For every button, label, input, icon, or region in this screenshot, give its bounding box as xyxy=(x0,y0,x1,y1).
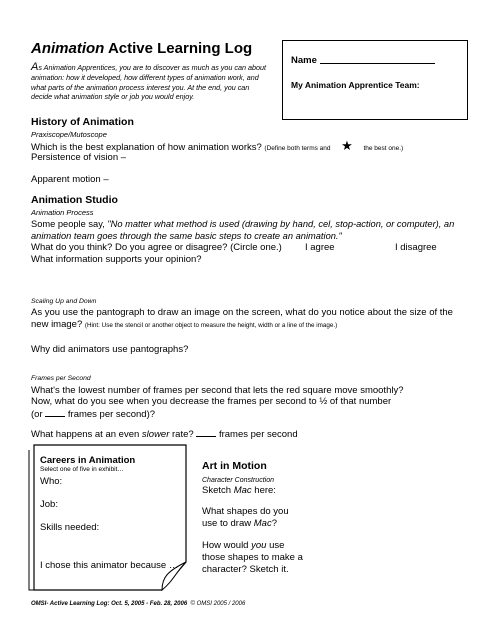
fps-blank-1[interactable] xyxy=(45,407,65,417)
persistence-of-vision: Persistence of vision – xyxy=(31,152,127,163)
fps-subheading: Frames per Second xyxy=(31,375,91,382)
art-heading: Art in Motion xyxy=(202,460,267,472)
agree-question: What do you think? Do you agree or disagree? (Circle one.) xyxy=(31,242,282,253)
scaling-subheading: Scaling Up and Down xyxy=(31,298,97,305)
page-title: Animation Active Learning Log xyxy=(31,40,253,57)
studio-subheading: Animation Process xyxy=(31,208,94,217)
opinion-question: What information supports your opinion? xyxy=(31,254,202,265)
sketch-mac-prompt: Sketch Mac here: xyxy=(202,485,276,496)
history-heading: History of Animation xyxy=(31,116,134,128)
footer: OMSI- Active Learning Log: Oct. 5, 2005 - Feb. 28, 2006 © OMSI 2005 / 2006 xyxy=(31,601,246,607)
shapes-question: What shapes do you use to draw Mac? xyxy=(202,506,289,529)
careers-heading: Careers in Animation xyxy=(40,455,136,466)
star-icon: ★ xyxy=(341,138,353,153)
apparent-motion: Apparent motion – xyxy=(31,174,109,185)
history-question: Which is the best explanation of how animation works? (Define both terms and ★ the best one.) xyxy=(31,138,404,153)
intro-paragraph: As Animation Apprentices, you are to discover as much as you can about animation: how it developed, how different types of animation work, and what parts of the animation process interest you. At the end, you can decide what animation style or job you would enjoy. xyxy=(31,61,266,102)
fps-question-3: (or frames per second)? xyxy=(31,409,156,420)
character-question: How would you use those shapes to make a character? Sketch it. xyxy=(202,540,303,575)
careers-job: Job: xyxy=(40,499,58,510)
careers-who: Who: xyxy=(40,476,63,487)
art-subheading: Character Construction xyxy=(202,477,274,484)
agree-option[interactable]: I agree xyxy=(305,242,335,253)
pantograph-why-question: Why did animators use pantographs? xyxy=(31,344,189,355)
pantograph-question: As you use the pantograph to draw an image on the screen, what do you notice about the size of the new image? (Hint: Use the stencil or another object to measure the height, width or a line of the image.) xyxy=(31,307,453,330)
careers-chose: I chose this animator because … xyxy=(40,560,179,571)
fps-question-4: What happens at an even slower rate? frames per second xyxy=(31,429,298,440)
studio-heading: Animation Studio xyxy=(31,194,118,206)
fps-question-2: Now, what do you see when you decrease the frames per second to ½ of that number xyxy=(31,396,392,407)
studio-quote: Some people say, "No matter what method is used (drawing by hand, cel, stop-action, or computer), an animation team goes through the same basic steps to create an animation." xyxy=(31,219,455,241)
careers-skills: Skills needed: xyxy=(40,522,100,533)
team-label: My Animation Apprentice Team: xyxy=(291,80,420,90)
name-line[interactable] xyxy=(320,55,435,64)
disagree-option[interactable]: I disagree xyxy=(395,242,437,253)
history-subheading: Praxiscope/Mutoscope xyxy=(31,130,107,139)
fps-question-1: What's the lowest number of frames per second that lets the red square move smoothly? xyxy=(31,385,404,396)
careers-subheading: Select one of five in exhibit… xyxy=(40,466,124,473)
fps-blank-2[interactable] xyxy=(196,427,216,437)
name-box xyxy=(282,40,468,120)
name-label: Name xyxy=(291,55,317,66)
